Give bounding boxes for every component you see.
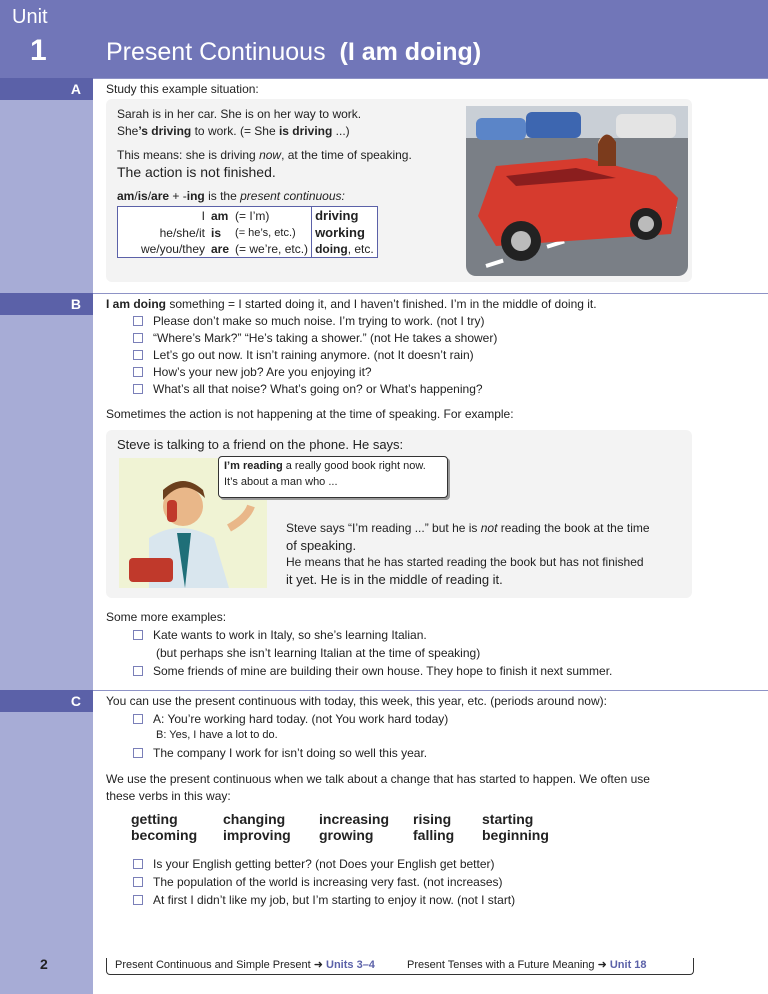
present-continuous-table <box>117 206 378 258</box>
bubble-line2: It’s about a man who ... <box>224 476 338 488</box>
table-subject: he/she/it <box>118 224 209 241</box>
change-verbs-table <box>131 811 561 843</box>
unit-number: 1 <box>30 34 47 67</box>
verb-cell: growing <box>319 827 374 843</box>
table-subject: I <box>118 207 209 225</box>
left-sidebar <box>0 0 93 994</box>
page-title: Present Continuous (I am doing) <box>106 38 482 66</box>
list-item-note: B: Yes, I have a lot to do. <box>156 729 278 741</box>
sectionA-line2: She’s driving to work. (= She is driving ...) <box>117 124 350 138</box>
table-verb: doing, etc. <box>312 241 378 258</box>
footer-ref1: Present Continuous and Simple Present ➜ Units 3–4 <box>115 959 375 971</box>
sectionC-change2: these verbs in this way: <box>106 789 231 803</box>
list-item: Is your English getting better? (not Does your English get better) <box>133 857 495 871</box>
sectionB-sometimes: Sometimes the action is not happening at the time of speaking. For example: <box>106 407 514 421</box>
car-illustration <box>466 106 688 276</box>
sectionB-steve-intro: Steve is talking to a friend on the phone. He says: <box>117 437 404 452</box>
bullet-box-icon <box>133 877 143 887</box>
sectionA-line3: This means: she is driving now, at the time of speaking. <box>117 148 412 162</box>
bullet-box-icon <box>133 666 143 676</box>
list-item: The company I work for isn’t doing so well this year. <box>133 746 427 760</box>
sectionB-expl4: it yet. He is in the middle of reading it. <box>286 572 503 587</box>
sectionB-definition: I am doing something = I started doing it, and I haven’t finished. I’m in the middle of doing it. <box>106 297 597 311</box>
table-be: is <box>211 225 222 240</box>
sectionC-change1: We use the present continuous when we talk about a change that has started to happen. We often use <box>106 772 650 786</box>
sectionA-line1: Sarah is in her car. She is on her way to work. <box>117 107 362 121</box>
list-item: The population of the world is increasing very fast. (not increases) <box>133 875 503 889</box>
verb-cell: becoming <box>131 827 198 843</box>
table-be: are <box>208 241 232 258</box>
verb-cell: starting <box>482 811 534 827</box>
bullet-box-icon <box>133 748 143 758</box>
list-item: Please don’t make so much noise. I’m trying to work. (not I try) <box>133 314 484 328</box>
bullet-box-icon <box>133 384 143 394</box>
sectionA-line4: The action is not finished. <box>117 164 276 180</box>
verb-cell: falling <box>413 827 455 843</box>
bullet-box-icon <box>133 316 143 326</box>
bullet-box-icon <box>133 714 143 724</box>
section-divider <box>93 293 768 294</box>
section-b-tab: B <box>0 293 93 315</box>
sectionB-expl3: He means that he has started reading the book but has not finished <box>286 555 644 569</box>
sectionB-more: Some more examples: <box>106 610 227 624</box>
units-3-4-link[interactable]: Units 3–4 <box>326 959 375 971</box>
footer-ref2: Present Tenses with a Future Meaning ➜ Unit 18 <box>407 959 647 971</box>
bubble-line1: I’m reading a really good book right now. <box>224 460 426 472</box>
sectionA-intro: Study this example situation: <box>106 82 259 96</box>
section-c-tab: C <box>0 690 93 712</box>
table-verb: driving <box>312 207 378 225</box>
cross-reference-box <box>106 958 694 975</box>
verb-cell: changing <box>223 811 286 827</box>
list-item: Some friends of mine are building their own house. They hope to finish it next summer. <box>133 664 612 678</box>
verb-cell: improving <box>223 827 291 843</box>
unit-18-link[interactable]: Unit 18 <box>609 959 647 971</box>
section-divider <box>93 690 768 691</box>
table-subject: we/you/they <box>118 241 209 258</box>
list-item: What’s all that noise? What’s going on? or What’s happening? <box>133 382 483 396</box>
sectionB-expl2: of speaking. <box>286 538 357 553</box>
section-divider <box>93 78 768 79</box>
verb-cell: increasing <box>319 811 390 827</box>
verb-cell: getting <box>131 811 178 827</box>
bullet-box-icon <box>133 895 143 905</box>
bullet-box-icon <box>133 630 143 640</box>
bullet-box-icon <box>133 333 143 343</box>
list-item: Let’s go out now. It isn’t raining anymore. (not It doesn’t rain) <box>133 348 474 362</box>
verb-cell: rising <box>413 811 452 827</box>
sectionA-formula: am/is/are + -ing is the present continuous: <box>117 189 345 203</box>
table-short: (= we’re, etc.) <box>232 241 312 258</box>
table-be: am <box>208 207 232 225</box>
sectionC-intro: You can use the present continuous with today, this week, this year, etc. (periods around now): <box>106 694 607 708</box>
list-item: Kate wants to work in Italy, so she’s learning Italian. <box>133 628 427 642</box>
table-verb: working <box>312 224 378 241</box>
bullet-box-icon <box>133 859 143 869</box>
sectionB-expl1: Steve says “I’m reading ...” but he is not reading the book at the time <box>286 521 650 535</box>
bullet-box-icon <box>133 350 143 360</box>
list-item: How’s your new job? Are you enjoying it? <box>133 365 372 379</box>
section-a-tab: A <box>0 78 93 100</box>
verb-cell: beginning <box>482 827 549 843</box>
list-item: A: You’re working hard today. (not You work hard today) <box>133 712 448 726</box>
table-short: (= he’s, etc.) <box>232 224 312 241</box>
list-item: At first I didn’t like my job, but I’m starting to enjoy it now. (not I start) <box>133 893 515 907</box>
list-item-note: (but perhaps she isn’t learning Italian at the time of speaking) <box>156 646 481 660</box>
page-number: 2 <box>40 956 48 972</box>
unit-label: Unit <box>12 6 48 28</box>
bullet-box-icon <box>133 367 143 377</box>
table-short: (= I’m) <box>232 207 312 225</box>
list-item: “Where’s Mark?” “He’s taking a shower.” (not He takes a shower) <box>133 331 497 345</box>
